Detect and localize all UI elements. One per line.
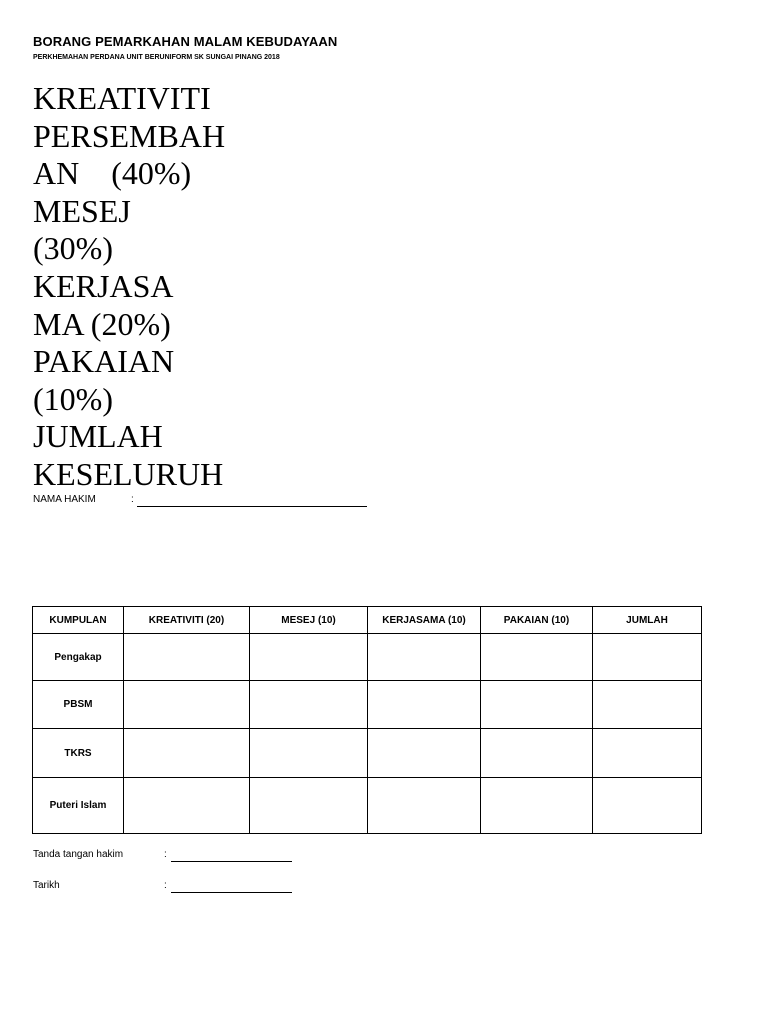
criteria-line: (30%) [33,230,113,267]
judge-name-label: NAMA HAKIM [33,494,96,505]
header-pakaian: PAKAIAN (10) [481,607,593,634]
score-cell[interactable] [368,634,481,681]
criteria-line: PAKAIAN [33,343,175,380]
score-cell[interactable] [593,681,702,729]
score-cell[interactable] [481,681,593,729]
table-header-row [33,607,702,634]
form-title: BORANG PEMARKAHAN MALAM KEBUDAYAAN [33,34,338,49]
criteria-line: KESELURUH [33,455,224,492]
group-name: Puteri Islam [33,778,124,834]
score-cell[interactable] [250,729,368,778]
form-subtitle: PERKHEMAHAN PERDANA UNIT BERUNIFORM SK SUNGAI PINANG 2018 [33,54,280,61]
criteria-line: (10%) [33,380,113,417]
signature-row [33,849,167,860]
criteria-line: JUMLAH [33,418,163,455]
score-cell[interactable] [481,778,593,834]
criteria-line: KREATIVITI [33,80,211,116]
date-field[interactable] [171,892,292,893]
table-row [33,681,702,729]
group-name: TKRS [33,729,124,778]
table-row [33,634,702,681]
header-kerjasama: KERJASAMA (10) [368,607,481,634]
header-kumpulan: KUMPULAN [33,607,124,634]
table-row [33,778,702,834]
date-row [33,880,167,891]
criteria-line: KERJASA [33,267,174,304]
criteria-line: AN (40%) [33,155,192,192]
signature-colon: : [164,849,167,860]
score-cell[interactable] [593,634,702,681]
date-label: Tarikh [33,880,60,891]
judge-name-field[interactable] [137,506,367,507]
signature-label: Tanda tangan hakim [33,849,124,860]
table-row [33,729,702,778]
score-cell[interactable] [250,681,368,729]
criteria-line: MESEJ [33,192,131,229]
score-cell[interactable] [481,729,593,778]
group-name: Pengakap [33,634,124,681]
criteria-list [33,80,263,494]
score-cell[interactable] [250,778,368,834]
header-kreativiti: KREATIVITI (20) [124,607,250,634]
score-cell[interactable] [368,729,481,778]
score-cell[interactable] [124,778,250,834]
score-cell[interactable] [593,729,702,778]
criteria-line: PERSEMBAH [33,117,226,154]
criteria-line: MA (20%) [33,305,171,342]
signature-field[interactable] [171,861,292,862]
score-cell[interactable] [481,634,593,681]
score-cell[interactable] [593,778,702,834]
group-name: PBSM [33,681,124,729]
header-jumlah: JUMLAH [593,607,702,634]
score-cell[interactable] [124,681,250,729]
score-cell[interactable] [124,729,250,778]
score-cell[interactable] [250,634,368,681]
score-table [32,606,702,834]
judge-name-colon: : [131,494,134,505]
score-cell[interactable] [124,634,250,681]
header-mesej: MESEJ (10) [250,607,368,634]
score-cell[interactable] [368,681,481,729]
score-cell[interactable] [368,778,481,834]
date-colon: : [164,880,167,891]
judge-name-row [33,494,134,505]
